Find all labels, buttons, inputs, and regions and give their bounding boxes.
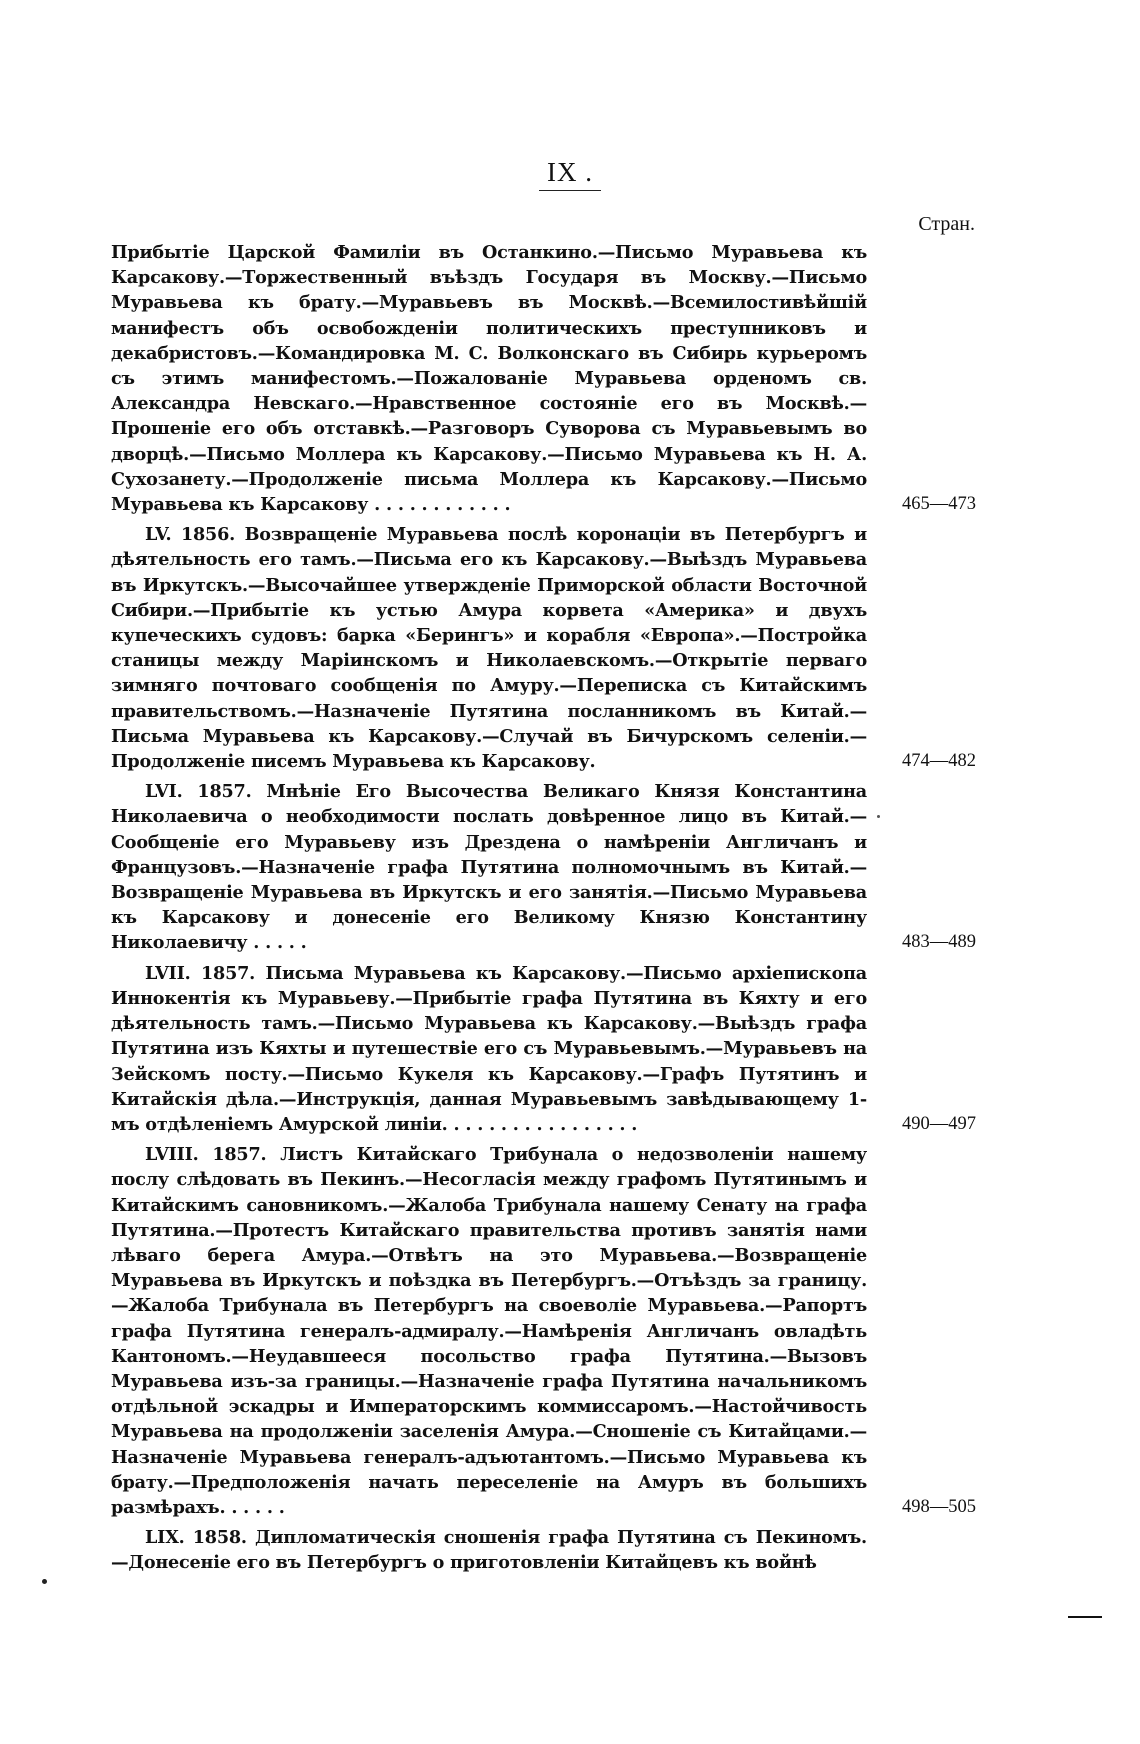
entry-pages: 498—505 (902, 1496, 976, 1517)
contents-entry (111, 240, 976, 517)
page-number (0, 157, 1140, 188)
contents-entry (111, 522, 976, 774)
entry-pages: 490—497 (902, 1113, 976, 1134)
chapter-number: LVIII. (145, 1144, 199, 1166)
entry-text (111, 779, 867, 955)
entry-description: Мнѣніе Его Высочества Великаго Князя Константина Николаевича о необходимости послать довѣренное лицо въ Китай.—Сообщеніе его Муравьеву изъ Дрездена о намѣреніи Англичанъ и Французовъ.—Назначеніе графа Путятина полномочнымъ въ Китай.—Возвращеніе Муравьева въ Иркутскъ и его занятія.—Письмо Муравьева къ Карсакову и донесеніе его Великому Князю Константину Николаевичу . . . . . (111, 781, 867, 954)
chapter-year: 1857. (200, 962, 256, 984)
chapter-year: 1858. (192, 1527, 247, 1549)
contents-list (111, 240, 976, 1581)
chapter-number: LV. (145, 524, 172, 546)
contents-entry (111, 779, 976, 955)
entry-pages: 474—482 (902, 751, 976, 772)
chapter-number: LVII. (145, 962, 191, 984)
entry-text (111, 522, 867, 774)
entry-description: Прибытіе Царской Фамиліи въ Останкино.—Письмо Муравьева къ Карсакову.—Торжественный въѣздъ Государя въ Москву.—Письмо Муравьева къ брату.—Муравьевъ въ Москвѣ.—Всемилостивѣйшій манифестъ объ освобожденіи политическихъ преступниковъ и декабристовъ.—Командировка М. С. Волконскаго въ Сибирь курьеромъ съ этимъ манифестомъ.—Пожалованіе Муравьева орденомъ св. Александра Невскаго.—Нравственное состояніе его въ Москвѣ.—Прошеніе его объ отставкѣ.—Разговоръ Суворова съ Муравьевымъ во дворцѣ.—Письмо Моллера къ Карсакову.—Письмо Муравьева къ Н. А. Сухозанету.—Продолженіе письма Моллера къ Карсакову.—Письмо Муравьева къ Карсакову . . . . . . . . . . . . (111, 242, 867, 516)
entry-text (111, 1525, 867, 1575)
entry-pages: 483—489 (902, 932, 976, 953)
page-mark (42, 1579, 47, 1584)
chapter-year: 1857. (212, 1144, 267, 1166)
contents-entry (111, 1142, 976, 1520)
entry-description: Письма Муравьева къ Карсакову.—Письмо архіепископа Иннокентія къ Муравьеву.—Прибытіе графа Путятина въ Кяхту и его дѣятельность тамъ.—Письмо Муравьева къ Карсакову.—Выѣздъ графа Путятина изъ Кяхты и путешествіе его съ Муравьевымъ.—Муравьевъ на Зейскомъ посту.—Письмо Кукеля къ Карсакову.—Графъ Путятинъ и Китайскія дѣла.—Инструкція, данная Муравьевымъ завѣдывающему 1-мъ отдѣленіемъ Амурской линіи. . . . . . . . . . . . . . . . . (111, 962, 867, 1135)
chapter-number: LIX. (145, 1527, 185, 1549)
entry-pages: 465—473 (902, 494, 976, 515)
entry-text (111, 240, 867, 517)
page-mark (1068, 1616, 1102, 1618)
entry-description: Листъ Китайскаго Трибунала о недозволеніи нашему послу слѣдовать въ Пекинъ.—Несогласія между графомъ Путятинымъ и Китайскимъ сановникомъ.—Жалоба Трибунала нашему Сенату на графа Путятина.—Протестъ Китайскаго правительства противъ занятія нами лѣваго берега Амура.—Отвѣтъ на это Муравьева.—Возвращеніе Муравьева въ Иркутскъ и поѣздка въ Петербургъ.—Отъѣздъ за границу.—Жалоба Трибунала въ Петербургъ на своеволіе Муравьева.—Рапортъ графа Путятина генералъ-адмиралу.—Намѣренія Англичанъ овладѣть Кантономъ.—Неудавшееся посольство графа Путятина.—Вызовъ Муравьева изъ-за границы.—Назначеніе графа Путятина начальникомъ отдѣльной эскадры и Императорскимъ коммиссаромъ.—Настойчивость Муравьева на продолженіи заселенія Амура.—Сношеніе съ Китайцами.—Назначеніе Муравьева генералъ-адъютантомъ.—Письмо Муравьева къ брату.—Предположенія начать переселеніе на Амуръ въ большихъ размѣрахъ. . . . . . (111, 1144, 867, 1518)
contents-entry (111, 1525, 976, 1575)
chapter-year: 1857. (197, 781, 252, 803)
entry-text (111, 1142, 867, 1520)
chapter-number: LVI. (145, 781, 183, 803)
page-number-text: IX . (539, 157, 601, 191)
pages-column-header: Стран. (918, 213, 975, 235)
page-mark (877, 815, 880, 818)
entry-text (111, 961, 867, 1137)
entry-description: Возвращеніе Муравьева послѣ коронаціи въ Петербургъ и дѣятельность его тамъ.—Письма его къ Карсакову.—Выѣздъ Муравьева въ Иркутскъ.—Высочайшее утвержденіе Приморской области Восточной Сибири.—Прибытіе къ устью Амура корвета «Америка» и двухъ купеческихъ судовъ: барка «Берингъ» и корабля «Европа».—Постройка станицы между Маріинскомъ и Николаевскомъ.—Открытіе перваго зимняго почтоваго сообщенія по Амуру.—Переписка съ Китайскимъ правительствомъ.—Назначеніе Путятина посланникомъ въ Китай.—Письма Муравьева къ Карсакову.—Случай въ Бичурскомъ селеніи.—Продолженіе писемъ Муравьева къ Карсакову. (111, 524, 867, 773)
contents-entry (111, 961, 976, 1137)
entry-description: Дипломатическія сношенія графа Путятина съ Пекиномъ.—Донесеніе его въ Петербургъ о приготовленіи Китайцевъ къ войнѣ (111, 1527, 867, 1574)
chapter-year: 1856. (180, 524, 236, 546)
